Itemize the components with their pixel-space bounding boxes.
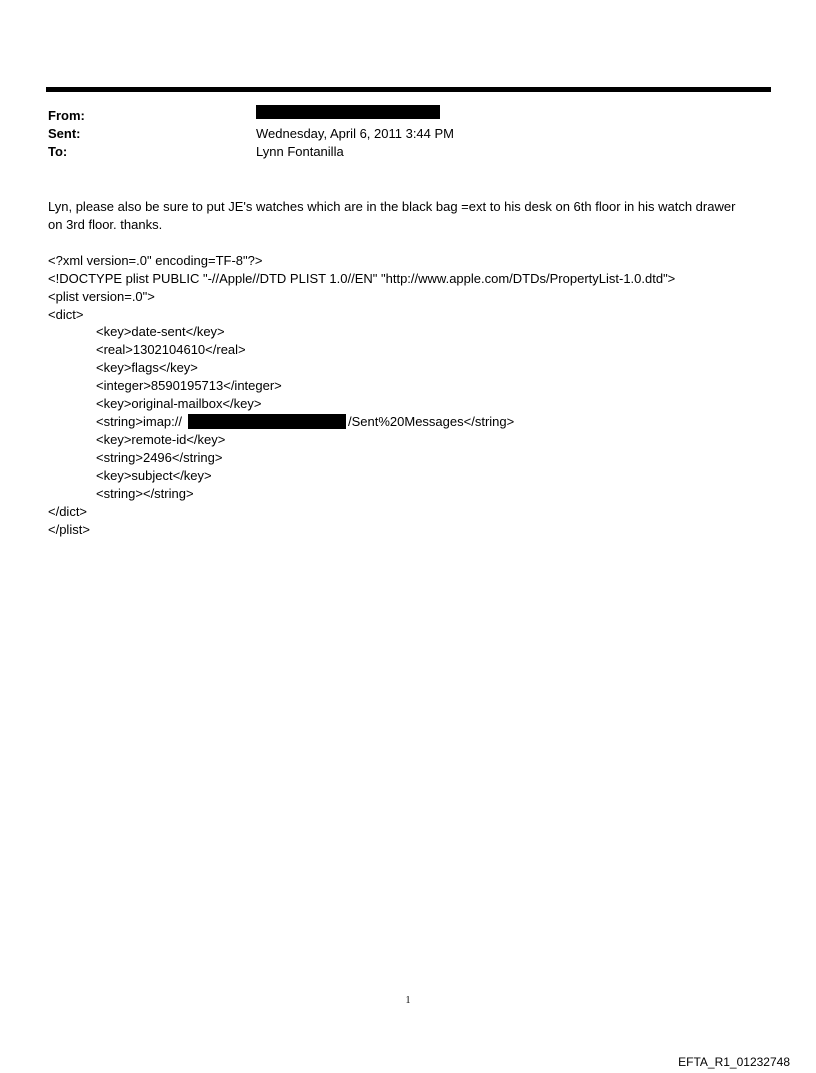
plist-entry: <key>flags</key> <box>96 360 198 375</box>
plist-entry: <string></string> <box>96 486 194 501</box>
plist-close: </plist> <box>48 522 90 537</box>
plist-entry: <key>original-mailbox</key> <box>96 396 262 411</box>
dict-open: <dict> <box>48 307 84 322</box>
document-id: EFTA_R1_01232748 <box>678 1055 790 1069</box>
plist-entry: <key>subject</key> <box>96 468 212 483</box>
plist-entry: <key>remote-id</key> <box>96 432 226 447</box>
to-value: Lynn Fontanilla <box>256 144 344 159</box>
redacted-sender <box>256 105 440 119</box>
message-line-2: on 3rd floor. thanks. <box>48 217 163 232</box>
sent-value: Wednesday, April 6, 2011 3:44 PM <box>256 126 455 141</box>
plist-open: <plist version=.0"> <box>48 289 155 304</box>
doctype-line: <!DOCTYPE plist PUBLIC "-//Apple//DTD PLIST 1.0//EN" "http://www.apple.com/DTDs/PropertyList-1.0.dtd"> <box>48 271 676 286</box>
to-label: To: <box>48 144 68 159</box>
to-row <box>48 143 508 161</box>
plist-entry: <real>1302104610</real> <box>96 342 246 357</box>
plist-entry: <string>2496</string> <box>96 450 223 465</box>
sent-row <box>48 125 508 143</box>
xml-declaration: <?xml version=.0" encoding=TF-8"?> <box>48 253 263 268</box>
mailbox-suffix: /Sent%20Messages</string> <box>348 414 515 429</box>
message-line-1: Lyn, please also be sure to put JE's watches which are in the black bag =ext to his desk on 6th floor in his watch drawer <box>48 199 736 214</box>
plist-entry: <integer>8590195713</integer> <box>96 378 282 393</box>
from-label: From: <box>48 108 85 123</box>
sent-label: Sent: <box>48 126 81 141</box>
plist-entry-mailbox: <string>imap:// <box>96 414 182 429</box>
dict-close: </dict> <box>48 504 88 519</box>
plist-entry: <key>date-sent</key> <box>96 324 225 339</box>
header-rule <box>46 87 771 92</box>
redacted-mailbox <box>188 414 346 429</box>
from-row <box>48 107 468 125</box>
page-number: 1 <box>405 995 411 1006</box>
